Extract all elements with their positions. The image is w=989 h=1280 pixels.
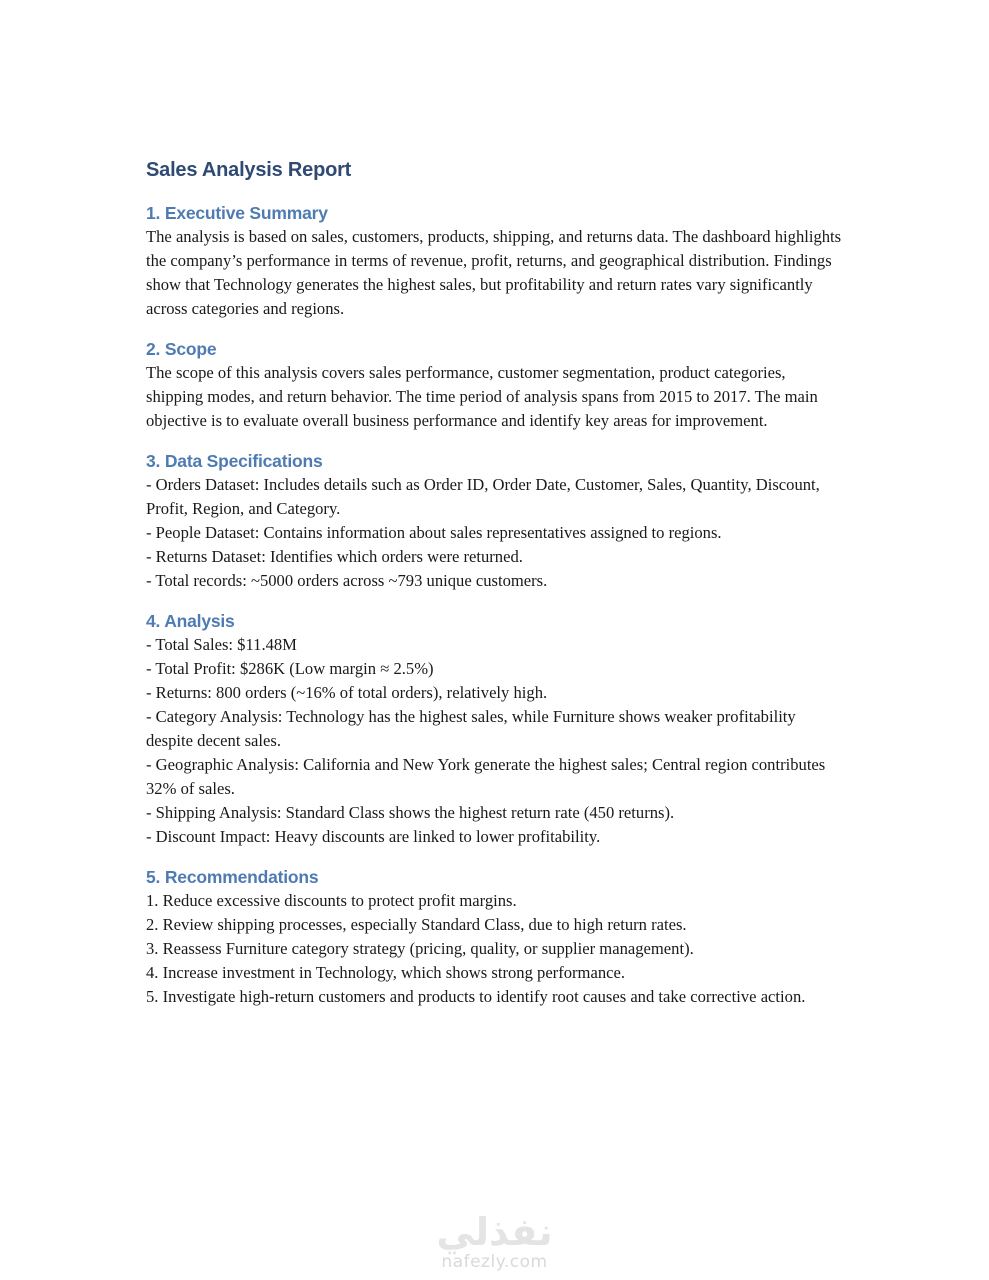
section-scope xyxy=(146,337,846,433)
watermark-url: nafezly.com xyxy=(441,1252,548,1272)
section-data-specifications xyxy=(146,449,846,593)
document-title: Sales Analysis Report xyxy=(146,159,352,181)
section-heading: 1. Executive Summary xyxy=(146,203,328,223)
list-item: 3. Reassess Furniture category strategy (pricing, quality, or supplier management). xyxy=(146,939,694,958)
section-analysis xyxy=(146,609,846,849)
data-spec-list xyxy=(146,473,846,593)
list-item: - Total Profit: $286K (Low margin ≈ 2.5%) xyxy=(146,659,434,678)
section-executive-summary xyxy=(146,201,846,321)
watermark xyxy=(0,1212,989,1272)
list-item: - Total records: ~5000 orders across ~793 unique customers. xyxy=(146,571,548,590)
section-heading: 5. Recommendations xyxy=(146,867,319,887)
document-page xyxy=(146,155,846,1009)
section-paragraph: The scope of this analysis covers sales performance, customer segmentation, product categories, shipping modes, and return behavior. The time period of analysis spans from 2015 to 2017. The main objective is to evaluate overall business performance and identify key areas for improvement. xyxy=(146,363,818,430)
list-item: - People Dataset: Contains information about sales representatives assigned to regions. xyxy=(146,523,722,542)
list-item: - Category Analysis: Technology has the highest sales, while Furniture shows weaker profitability despite decent sales. xyxy=(146,707,796,750)
list-item: - Geographic Analysis: California and New York generate the highest sales; Central region contributes 32% of sales. xyxy=(146,755,826,798)
list-item: - Returns: 800 orders (~16% of total orders), relatively high. xyxy=(146,683,548,702)
section-heading: 2. Scope xyxy=(146,339,217,359)
list-item: 4. Increase investment in Technology, which shows strong performance. xyxy=(146,963,626,982)
section-heading: 3. Data Specifications xyxy=(146,451,323,471)
list-item: 5. Investigate high-return customers and products to identify root causes and take corrective action. xyxy=(146,987,806,1006)
list-item: 2. Review shipping processes, especially Standard Class, due to high return rates. xyxy=(146,915,687,934)
list-item: 1. Reduce excessive discounts to protect profit margins. xyxy=(146,891,517,910)
list-item: - Shipping Analysis: Standard Class shows the highest return rate (450 returns). xyxy=(146,803,675,822)
section-heading: 4. Analysis xyxy=(146,611,235,631)
list-item: - Total Sales: $11.48M xyxy=(146,635,297,654)
analysis-list xyxy=(146,633,846,849)
watermark-logo: نفذلي xyxy=(436,1210,553,1254)
list-item: - Orders Dataset: Includes details such as Order ID, Order Date, Customer, Sales, Quantity, Discount, Profit, Region, and Category. xyxy=(146,475,820,518)
recommendations-list xyxy=(146,889,846,1009)
list-item: - Returns Dataset: Identifies which orders were returned. xyxy=(146,547,523,566)
section-recommendations xyxy=(146,865,846,1009)
section-paragraph: The analysis is based on sales, customers, products, shipping, and returns data. The dashboard highlights the company’s performance in terms of revenue, profit, returns, and geographical distribution. Findings show that Technology generates the highest sales, but profitability and return rates vary significantly across categories and regions. xyxy=(146,227,842,318)
list-item: - Discount Impact: Heavy discounts are linked to lower profitability. xyxy=(146,827,601,846)
